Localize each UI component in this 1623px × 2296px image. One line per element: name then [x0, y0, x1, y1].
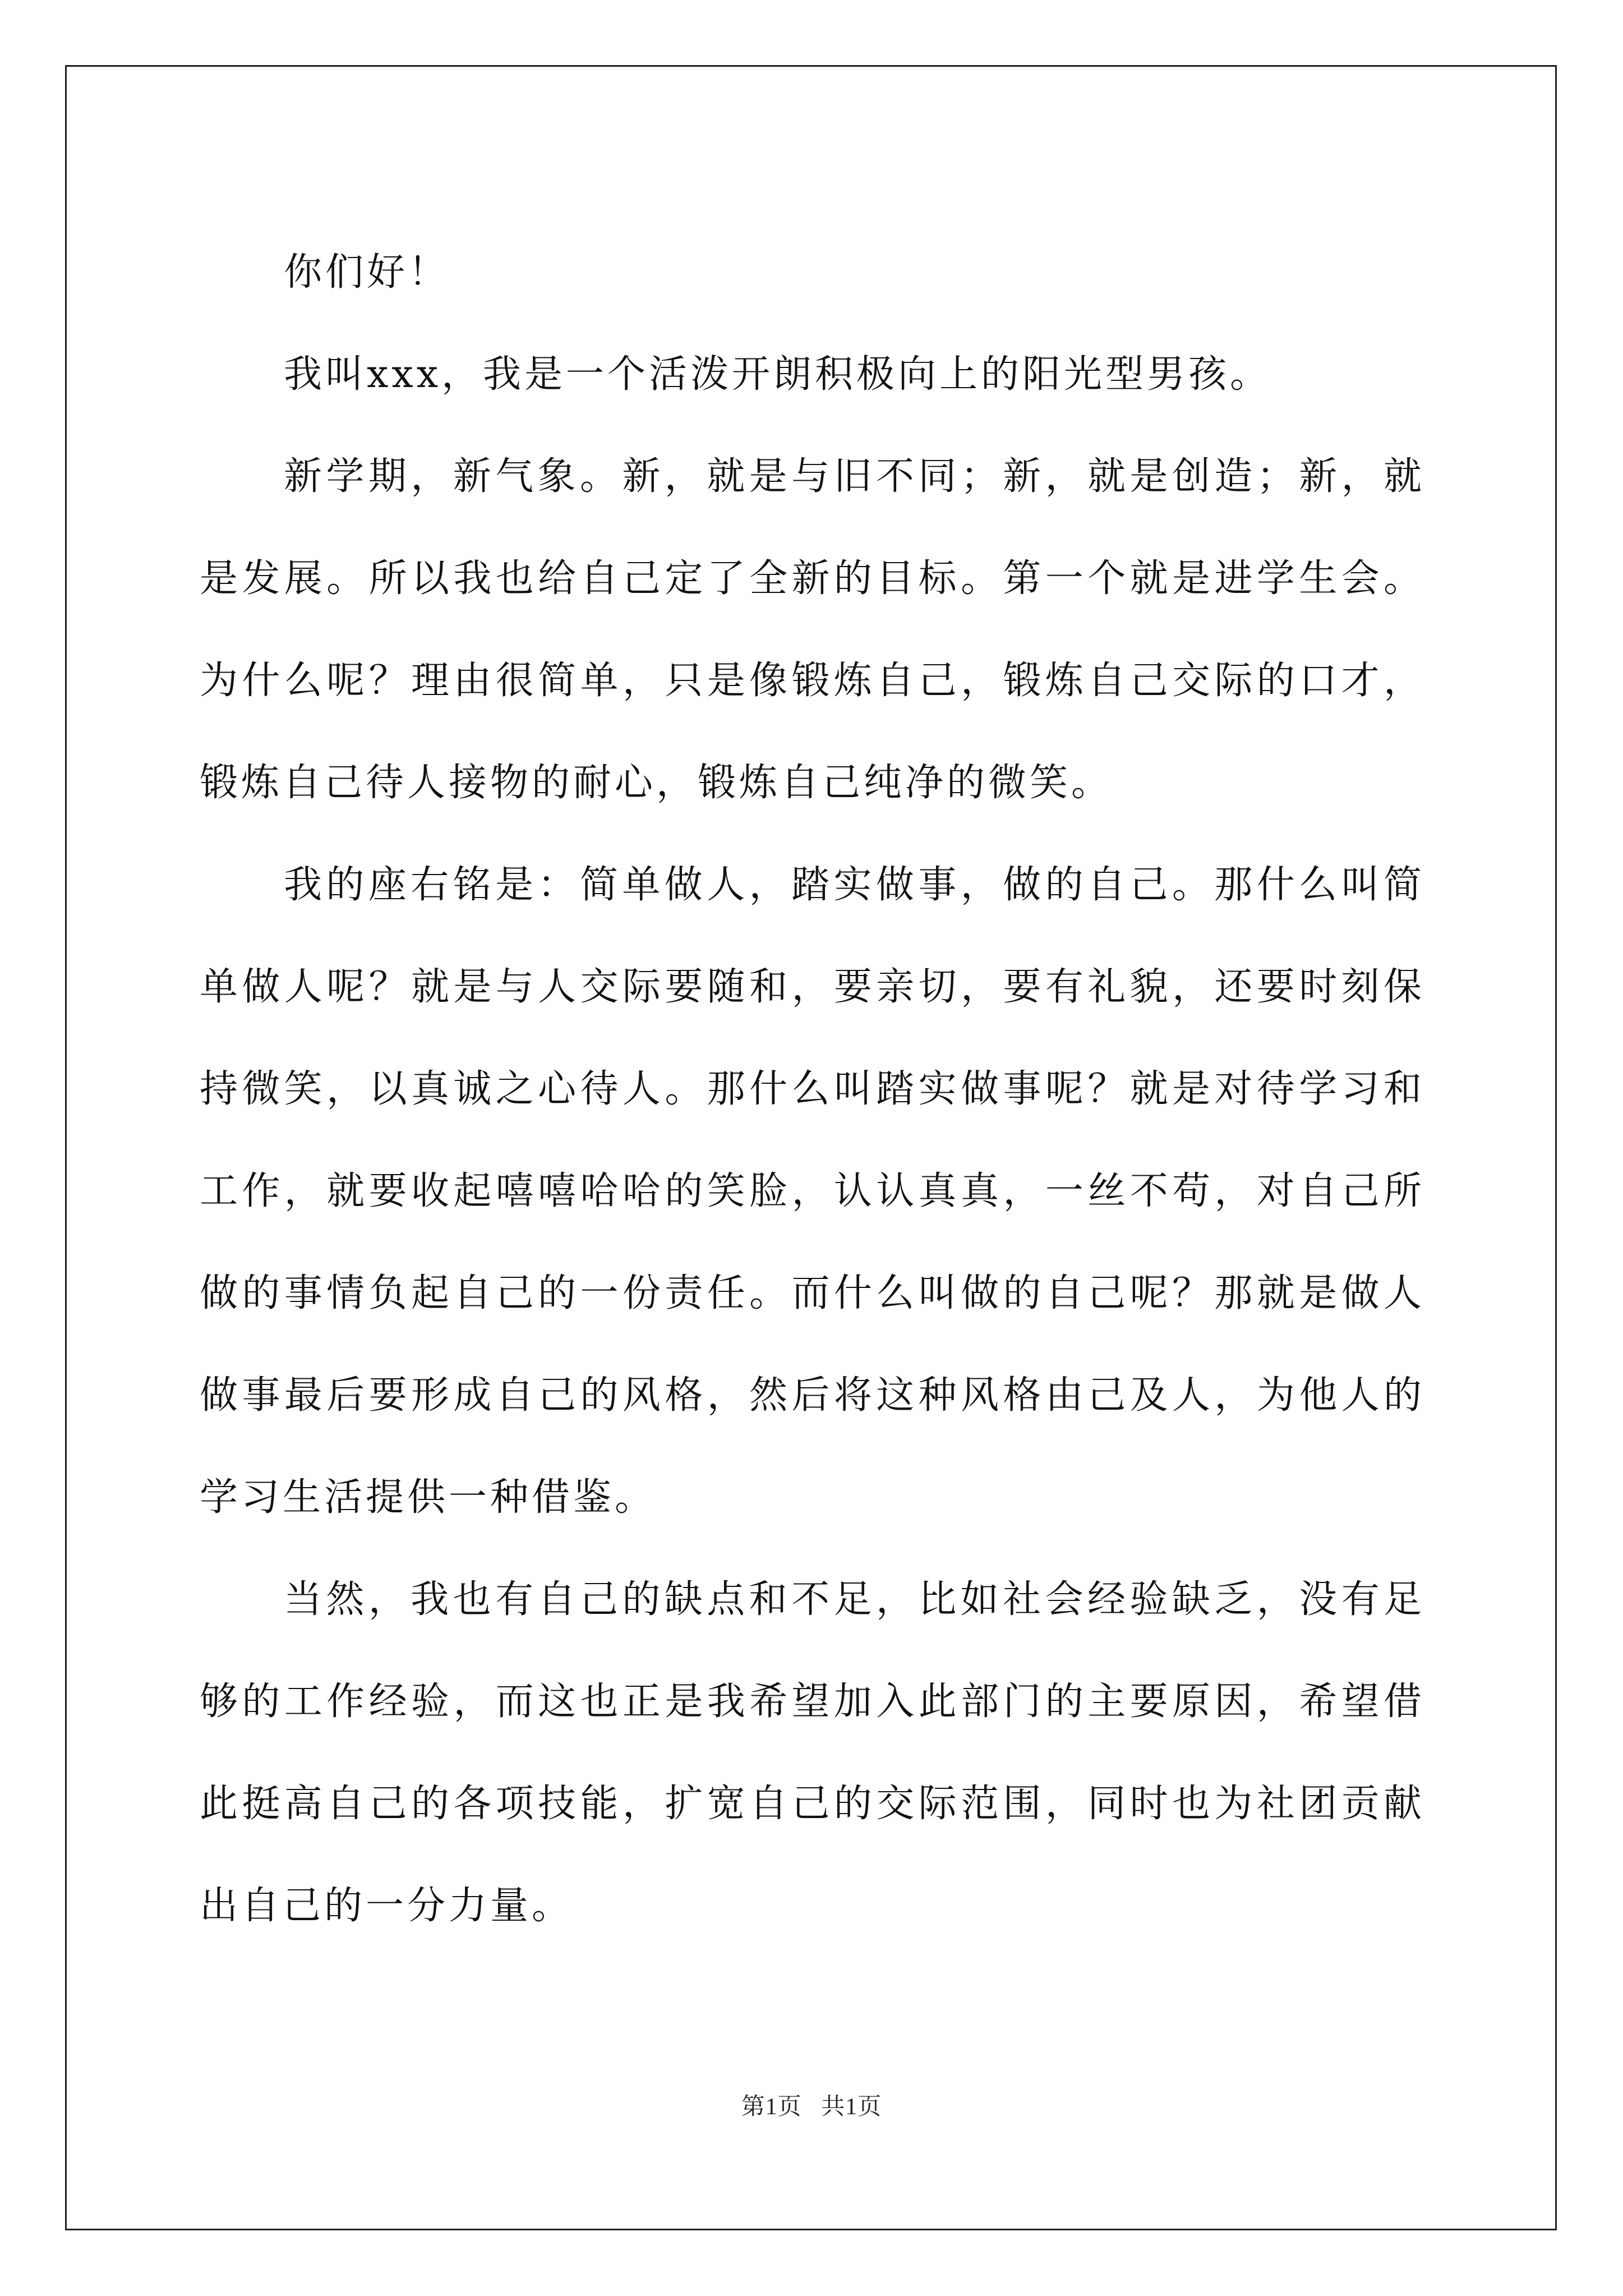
paragraph-introduction: 我叫xxx，我是一个活泼开朗积极向上的阳光型男孩。 — [284, 352, 1272, 397]
paragraph-new-semester: 新学期，新气象。新，就是与旧不同；新，就是创造；新，就是发展。所以我也给自己定了全新的目标。第一个就是进学生会。为什么呢？理由很简单，只是像锻炼自己，锻炼自己交际的口才，锻炼自己待人接物的耐心，锻炼自己纯净的微笑。 — [200, 454, 1425, 805]
paragraph-shortcomings: 当然，我也有自己的缺点和不足，比如社会经验缺乏，没有足够的工作经验，而这也正是我希望加入此部门的主要原因，希望借此挺高自己的各项技能，扩宽自己的交际范围，同时也为社团贡献出自己的一分力量。 — [200, 1577, 1425, 1928]
paragraph-greeting: 你们好！ — [284, 250, 450, 295]
page-footer — [0, 2088, 1623, 2122]
document-body — [200, 222, 1425, 1957]
page-number-label: 第1页 共1页 — [741, 2094, 882, 2120]
paragraph-motto: 我的座右铭是：简单做人，踏实做事，做的自己。那什么叫简单做人呢？就是与人交际要随和，要亲切，要有礼貌，还要时刻保持微笑，以真诚之心待人。那什么叫踏实做事呢？就是对待学习和工作，就要收起嘻嘻哈哈的笑脸，认认真真，一丝不苟，对自己所做的事情负起自己的一份责任。而什么叫做的自己呢？那就是做人做事最后要形成自己的风格，然后将这种风格由己及人，为他人的学习生活提供一种借鉴。 — [200, 863, 1425, 1520]
